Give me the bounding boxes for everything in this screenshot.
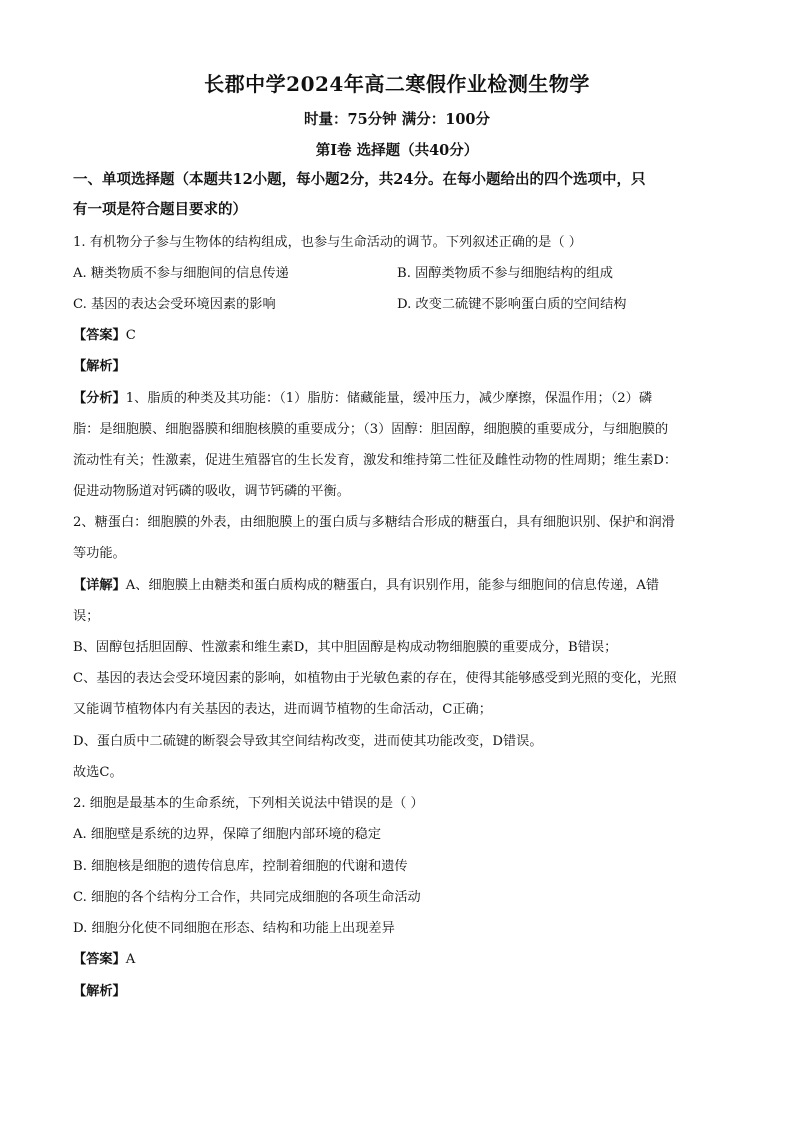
q1-xiangjie-line6: D、蛋白质中二硫键的断裂会导致其空间结构改变，进而使其功能改变，D错误。 <box>73 734 543 749</box>
section-heading-line2: 有一项是符合题目要求的） <box>73 201 247 218</box>
answer-label: 【答案】 <box>73 952 126 967</box>
q1-fenxi-line1 <box>73 389 723 409</box>
q1-fenxi-line3: 流动性有关；性激素，促进生殖器官的生长发育，激发和维持第二性征及雌性动物的性周期；维生素D： <box>73 453 678 468</box>
q2-answer <box>73 950 723 970</box>
q2-option-a: A. 细胞壁是系统的边界，保障了细胞内部环境的稳定 <box>73 827 382 842</box>
answer-value: A <box>125 952 136 967</box>
q1-xiangjie-line1 <box>73 576 723 596</box>
xiangjie-label: 【详解】 <box>73 578 126 593</box>
q1-option-a: A. 糖类物质不参与细胞间的信息传递 <box>73 266 289 281</box>
q1-fenxi-line2: 脂：是细胞膜、细胞器膜和细胞核膜的重要成分；（3）固醇：胆固醇，细胞膜的重要成分，与细胞膜的 <box>73 422 669 437</box>
section-heading-line1: 一、单项选择题（本题共12小题，每小题2分，共24分。在每小题给出的四个选项中，只 <box>73 171 646 188</box>
q2-option-b: B. 细胞核是细胞的遗传信息库，控制着细胞的代谢和遗传 <box>73 859 408 874</box>
exam-time-score: 时量：75分钟 满分：100分 <box>304 111 490 128</box>
q1-xiangjie-line3: B、固醇包括胆固醇、性激素和维生素D，其中胆固醇是构成动物细胞膜的重要成分，B错误； <box>73 640 618 655</box>
q2-stem: 2. 细胞是最基本的生命系统，下列相关说法中错误的是（ ） <box>73 796 424 811</box>
q1-fenxi-line4: 促进动物肠道对钙磷的吸收，调节钙磷的平衡。 <box>73 484 350 499</box>
q1-conclusion: 故选C。 <box>73 765 123 780</box>
q1-fenxi-line6: 等功能。 <box>73 546 126 561</box>
q2-option-d: D. 细胞分化使不同细胞在形态、结构和功能上出现差异 <box>73 921 395 936</box>
part-heading: 第I卷 选择题（共40分） <box>315 142 479 159</box>
q2-option-c: C. 细胞的各个结构分工合作，共同完成细胞的各项生命活动 <box>73 890 421 905</box>
answer-label: 【答案】 <box>73 328 126 343</box>
q1-option-d: D. 改变二硫键不影响蛋白质的空间结构 <box>397 297 627 312</box>
q1-option-b: B. 固醇类物质不参与细胞结构的组成 <box>397 266 613 281</box>
xiangjie-text: A、细胞膜上由糖类和蛋白质构成的糖蛋白，具有识别作用，能参与细胞间的信息传递，A错 <box>125 578 660 593</box>
page-title: 长郡中学2024年高二寒假作业检测生物学 <box>204 72 590 96</box>
q1-xiangjie-line4: C、基因的表达会受环境因素的影响，如植物由于光敏色素的存在，使得其能够感受到光照的变化，光照 <box>73 671 677 686</box>
q1-analysis-label: 【解析】 <box>73 359 126 374</box>
q1-xiangjie-line5: 又能调节植物体内有关基因的表达，进而调节植物的生命活动，C正确； <box>73 702 492 717</box>
q1-fenxi-line5: 2、糖蛋白：细胞膜的外表，由细胞膜上的蛋白质与多糖结合形成的糖蛋白，具有细胞识别、保护和润滑 <box>73 515 675 530</box>
fenxi-label: 【分析】 <box>73 391 126 406</box>
fenxi-text: 1、脂质的种类及其功能：（1）脂肪：储藏能量，缓冲压力，减少摩擦，保温作用；（2）磷 <box>125 391 653 406</box>
q1-stem: 1. 有机物分子参与生物体的结构组成，也参与生命活动的调节。下列叙述正确的是（ ） <box>73 235 582 250</box>
q2-analysis-label: 【解析】 <box>73 984 126 999</box>
q1-option-c: C. 基因的表达会受环境因素的影响 <box>73 297 276 312</box>
q1-xiangjie-line2: 误； <box>73 609 100 624</box>
answer-value: C <box>125 328 136 343</box>
q1-answer <box>73 326 723 346</box>
